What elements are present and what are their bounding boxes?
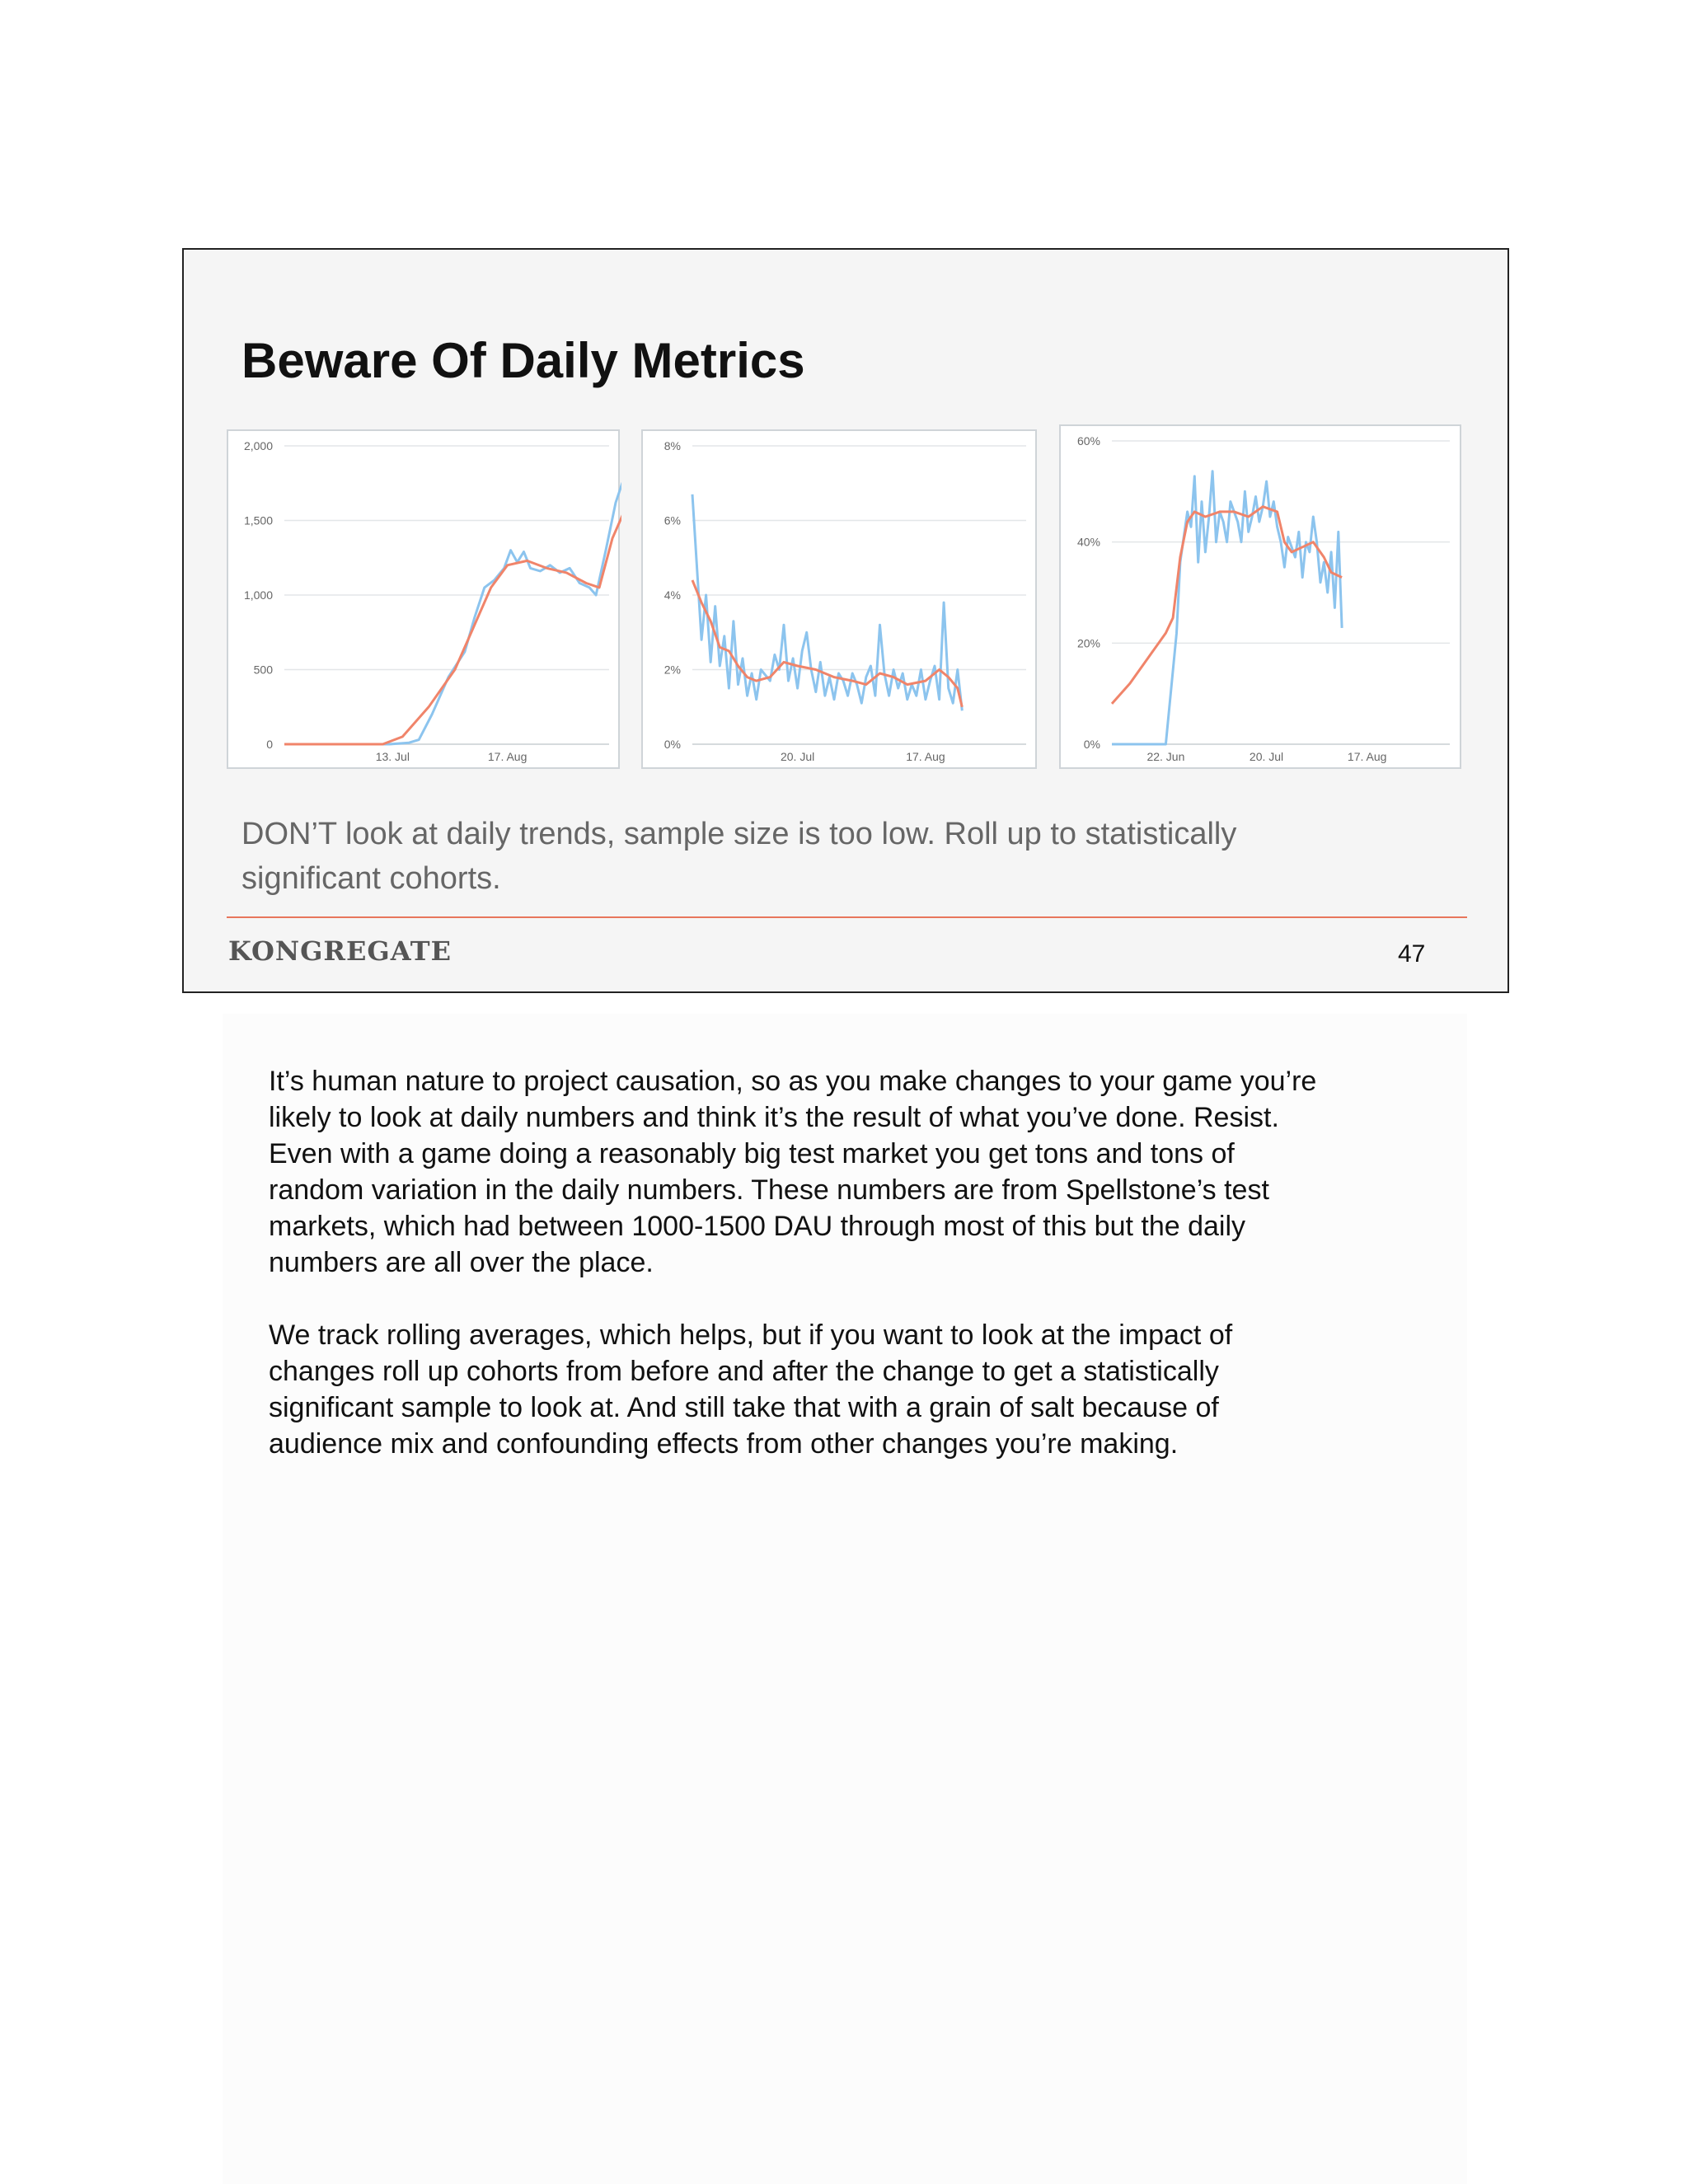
x-tick-label: 17. Aug	[487, 750, 528, 763]
footer-divider	[227, 916, 1467, 918]
x-tick-label: 20. Jul	[1249, 750, 1284, 763]
y-tick-label: 60%	[1076, 434, 1100, 448]
y-tick-label: 40%	[1076, 535, 1100, 549]
rolling-average-line	[284, 509, 621, 744]
daily-series-line	[692, 494, 962, 711]
notes-line: We track rolling averages, which helps, but if you want to look at the impact of	[269, 1319, 1233, 1351]
chart-panel-daily-users	[227, 429, 620, 769]
y-tick-label: 0%	[663, 738, 681, 751]
x-tick-label: 17. Aug	[906, 750, 945, 763]
slide-page-number: 47	[1398, 940, 1426, 968]
slide-title: Beware Of Daily Metrics	[241, 333, 805, 388]
y-tick-label: 8%	[663, 439, 681, 452]
y-tick-label: 2,000	[243, 439, 273, 452]
notes-paragraph-1	[269, 1063, 1456, 1281]
slide-caption	[241, 812, 1362, 901]
kongregate-logo: KONGREGATE	[228, 935, 452, 967]
notes-line: likely to look at daily numbers and think it’s the result of what you’ve done. Resist.	[269, 1102, 1279, 1133]
notes-line: Even with a game doing a reasonably big test market you get tons and tons of	[269, 1138, 1235, 1169]
notes-paragraph-2	[269, 1317, 1456, 1462]
x-tick-label: 13. Jul	[375, 750, 410, 763]
y-tick-label: 1,000	[243, 588, 273, 602]
notes-line: significant sample to look at. And still take that with a grain of salt because of	[269, 1392, 1219, 1423]
notes-line: random variation in the daily numbers. These numbers are from Spellstone’s test	[269, 1174, 1269, 1206]
daily-series-line	[284, 476, 621, 744]
chart-panel-daily-retention	[1059, 424, 1461, 769]
chart-daily-users	[228, 431, 621, 771]
y-tick-label: 1,500	[243, 513, 273, 527]
y-tick-label: 0	[266, 738, 273, 751]
caption-line: significant cohorts.	[241, 861, 501, 896]
chart-daily-retention	[1061, 426, 1463, 771]
chart-daily-percent	[643, 431, 1039, 771]
x-tick-label: 22. Jun	[1146, 750, 1185, 763]
y-tick-label: 500	[253, 663, 273, 677]
notes-line: numbers are all over the place.	[269, 1247, 654, 1278]
y-tick-label: 0%	[1083, 738, 1100, 751]
notes-line: changes roll up cohorts from before and after the change to get a statistically	[269, 1356, 1219, 1387]
notes-line: It’s human nature to project causation, so as you make changes to your game you’re	[269, 1066, 1317, 1097]
y-tick-label: 4%	[663, 588, 681, 602]
x-tick-label: 20. Jul	[780, 750, 815, 763]
y-tick-label: 6%	[663, 513, 681, 527]
caption-line: DON’T look at daily trends, sample size is too low. Roll up to statistically	[241, 817, 1237, 851]
y-tick-label: 20%	[1076, 636, 1100, 650]
x-tick-label: 17. Aug	[1347, 750, 1387, 763]
slide	[182, 248, 1509, 993]
notes-line: audience mix and confounding effects from other changes you’re making.	[269, 1428, 1179, 1460]
notes-line: markets, which had between 1000-1500 DAU through most of this but the daily	[269, 1211, 1246, 1242]
chart-panel-daily-percent	[641, 429, 1037, 769]
y-tick-label: 2%	[663, 663, 681, 677]
